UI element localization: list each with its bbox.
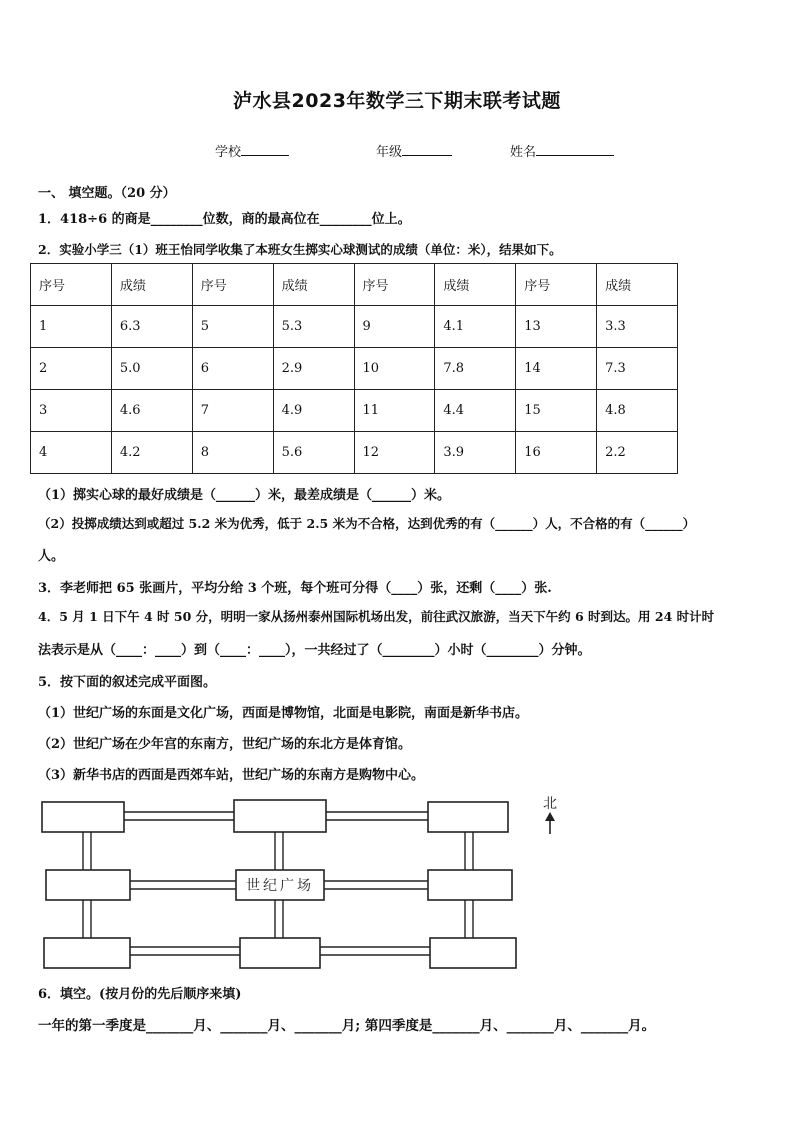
table-cell: 7.3	[597, 348, 678, 390]
question-5-stem: 5．按下面的叙述完成平面图。	[38, 675, 217, 690]
table-cell: 8	[192, 432, 273, 474]
question-1: 1．418÷6 的商是________位数，商的最高位在________位上。	[38, 212, 411, 227]
plan-box-southeast[interactable]	[430, 938, 516, 968]
table-cell: 5.6	[273, 432, 354, 474]
table-cell: 6.3	[111, 306, 192, 348]
plan-box-northwest[interactable]	[42, 802, 124, 832]
table-cell: 4	[31, 432, 112, 474]
table-header-cell: 序号	[192, 264, 273, 306]
table-cell: 13	[516, 306, 597, 348]
table-header-cell: 成绩	[435, 264, 516, 306]
table-header-cell: 序号	[31, 264, 112, 306]
table-cell: 3.9	[435, 432, 516, 474]
plan-box-south[interactable]	[240, 938, 320, 968]
plan-box-northeast[interactable]	[428, 802, 508, 832]
question-6-line: 一年的第一季度是_______月、_______月、_______月; 第四季度是_______月、_______月、_______月。	[38, 1018, 656, 1034]
table-cell: 5.0	[111, 348, 192, 390]
table-cell: 2.2	[597, 432, 678, 474]
table-cell: 2	[31, 348, 112, 390]
north-label: 北	[543, 796, 557, 812]
table-cell: 4.4	[435, 390, 516, 432]
grade-blank[interactable]	[402, 143, 452, 156]
question-2-stem: 2．实验小学三（1）班王怡同学收集了本班女生掷实心球测试的成绩（单位：米），结果如下。	[38, 242, 562, 257]
plan-box-east[interactable]	[428, 870, 512, 900]
question-4-line2: 法表示是从（____：____）到（____：____），一共经过了（________）小时（________）分钟。	[38, 643, 591, 658]
table-cell: 7	[192, 390, 273, 432]
score-table	[30, 263, 678, 474]
table-cell: 5	[192, 306, 273, 348]
question-2-sub2-cont: 人。	[38, 549, 65, 564]
plan-diagram	[36, 790, 576, 975]
table-cell: 11	[354, 390, 435, 432]
plan-box-southwest[interactable]	[44, 938, 130, 968]
question-5-sub3: （3）新华书店的西面是西郊车站，世纪广场的东南方是购物中心。	[38, 768, 425, 783]
name-field[interactable]	[510, 141, 614, 160]
table-header-cell: 成绩	[273, 264, 354, 306]
table-cell: 1	[31, 306, 112, 348]
table-header-cell: 成绩	[597, 264, 678, 306]
question-2-sub2: （2）投掷成绩达到或超过 5.2 米为优秀，低于 2.5 米为不合格，达到优秀的有（______）人，不合格的有（______）	[38, 516, 696, 531]
grade-field[interactable]	[376, 141, 452, 160]
table-cell: 5.3	[273, 306, 354, 348]
table-row	[31, 432, 678, 474]
table-row	[31, 348, 678, 390]
table-cell: 6	[192, 348, 273, 390]
table-cell: 16	[516, 432, 597, 474]
table-cell: 15	[516, 390, 597, 432]
question-6-stem: 6．填空。(按月份的先后顺序来填)	[38, 987, 242, 1002]
question-3: 3．李老师把 65 张画片，平均分给 3 个班，每个班可分得（____）张，还剩（____）张.	[38, 581, 552, 596]
table-cell: 4.6	[111, 390, 192, 432]
table-cell: 14	[516, 348, 597, 390]
question-4-line1: 4．5 月 1 日下午 4 时 50 分，明明一家从扬州泰州国际机场出发，前往武汉旅游，当天下午约 6 时到达。用 24 时计时	[38, 609, 715, 624]
table-cell: 2.9	[273, 348, 354, 390]
table-row	[31, 306, 678, 348]
center-square-label: 世纪广场	[246, 878, 314, 894]
question-5-sub1: （1）世纪广场的东面是文化广场，西面是博物馆，北面是电影院，南面是新华书店。	[38, 706, 529, 721]
table-cell: 10	[354, 348, 435, 390]
table-header-row	[31, 264, 678, 306]
north-arrow-icon	[545, 812, 555, 834]
table-cell: 4.8	[597, 390, 678, 432]
table-cell: 7.8	[435, 348, 516, 390]
plan-box-west[interactable]	[46, 870, 130, 900]
table-cell: 4.1	[435, 306, 516, 348]
table-cell: 4.2	[111, 432, 192, 474]
table-cell: 4.9	[273, 390, 354, 432]
name-blank[interactable]	[536, 143, 614, 156]
table-cell: 3	[31, 390, 112, 432]
question-5-sub2: （2）世纪广场在少年宫的东南方，世纪广场的东北方是体育馆。	[38, 737, 412, 752]
question-2-sub1: （1）掷实心球的最好成绩是（______）米，最差成绩是（______）米。	[38, 488, 451, 503]
school-field[interactable]	[215, 141, 289, 160]
school-label: 学校	[215, 145, 242, 160]
table-header-cell: 序号	[354, 264, 435, 306]
table-header-cell: 成绩	[111, 264, 192, 306]
name-label: 姓名	[510, 145, 537, 160]
table-cell: 12	[354, 432, 435, 474]
plan-box-north[interactable]	[234, 800, 326, 832]
grade-label: 年级	[376, 145, 403, 160]
table-row	[31, 390, 678, 432]
table-header-cell: 序号	[516, 264, 597, 306]
table-cell: 3.3	[597, 306, 678, 348]
section-heading: 一、 填空题。（20 分）	[38, 186, 176, 201]
table-cell: 9	[354, 306, 435, 348]
school-blank[interactable]	[241, 143, 289, 156]
page-title: 泸水县2023年数学三下期末联考试题	[233, 90, 561, 112]
